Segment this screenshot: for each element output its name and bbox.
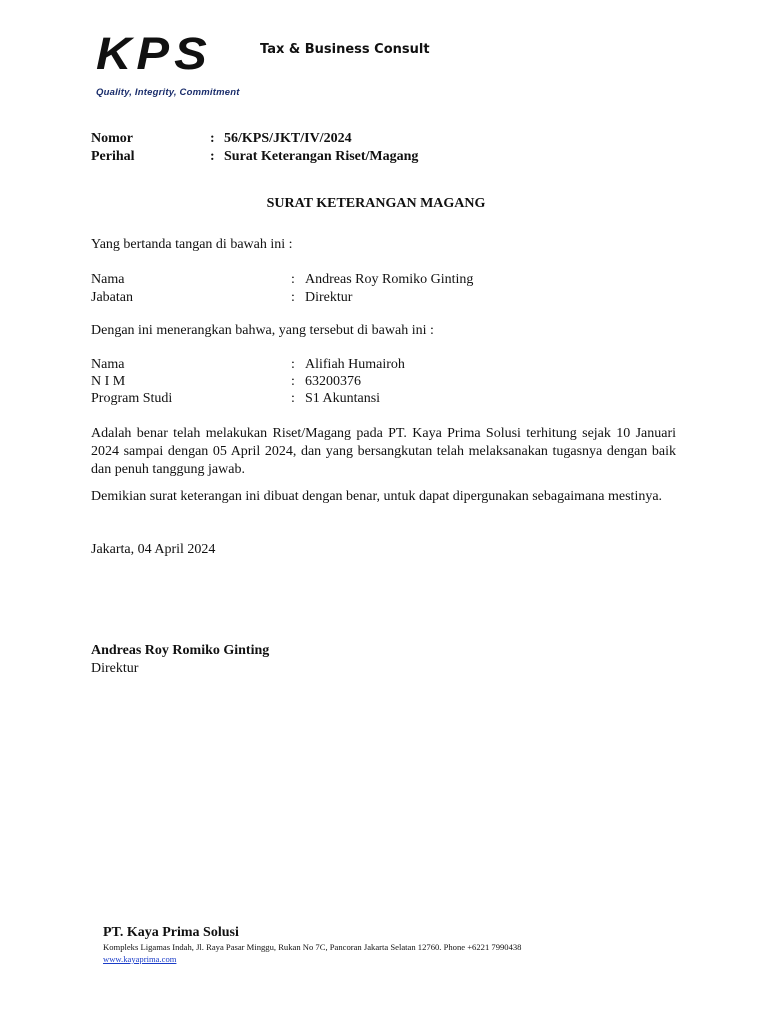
perihal-colon: : bbox=[210, 149, 215, 164]
signature-name: Andreas Roy Romiko Ginting bbox=[91, 643, 270, 658]
student-nim-label: N I M bbox=[91, 374, 126, 389]
student-program-colon: : bbox=[291, 391, 295, 406]
perihal-value: Surat Keterangan Riset/Magang bbox=[224, 149, 419, 164]
company-tagline: Tax & Business Consult bbox=[260, 42, 430, 57]
student-nim-colon: : bbox=[291, 374, 295, 389]
student-name-label: Nama bbox=[91, 357, 125, 372]
student-nim-value: 63200376 bbox=[305, 374, 361, 389]
footer-website-link[interactable]: www.kayaprima.com bbox=[103, 954, 177, 964]
intro-text: Yang bertanda tangan di bawah ini : bbox=[91, 237, 293, 252]
signer-name-colon: : bbox=[291, 272, 295, 287]
signature-position: Direktur bbox=[91, 661, 139, 676]
student-program-value: S1 Akuntansi bbox=[305, 391, 381, 406]
student-program-label: Program Studi bbox=[91, 391, 173, 406]
footer-address: Kompleks Ligamas Indah, Jl. Raya Pasar Minggu, Rukan No 7C, Pancoran Jakarta Selatan 12760. Phone +6221 7990438 bbox=[103, 942, 522, 952]
closing-paragraph: Demikian surat keterangan ini dibuat dengan benar, untuk dapat dipergunakan sebagaimana mestinya. bbox=[91, 489, 663, 504]
signer-name-label: Nama bbox=[91, 272, 125, 287]
nomor-value: 56/KPS/JKT/IV/2024 bbox=[224, 131, 352, 146]
student-name-value: Alifiah Humairoh bbox=[305, 357, 405, 372]
body-paragraph: Adalah benar telah melakukan Riset/Magang pada PT. Kaya Prima Solusi terhitung sejak 10 Januari 2024 sampai dengan 05 April 2024, dan yang bersangkutan telah melaksanakan tugasnya dengan baik dan penuh tanggung jawab. bbox=[91, 426, 676, 477]
statement-text: Dengan ini menerangkan bahwa, yang tersebut di bawah ini : bbox=[91, 323, 434, 338]
nomor-label: Nomor bbox=[91, 131, 133, 146]
signer-position-label: Jabatan bbox=[91, 290, 133, 305]
signer-position-value: Direktur bbox=[305, 290, 353, 305]
company-logo bbox=[94, 29, 259, 102]
signer-position-colon: : bbox=[291, 290, 295, 305]
signer-name-value: Andreas Roy Romiko Ginting bbox=[305, 272, 474, 287]
student-name-colon: : bbox=[291, 357, 295, 372]
nomor-colon: : bbox=[210, 131, 215, 146]
logo-tagline: Quality, Integrity, Commitment bbox=[96, 87, 240, 98]
document-title: SURAT KETERANGAN MAGANG bbox=[266, 196, 486, 211]
place-date: Jakarta, 04 April 2024 bbox=[91, 542, 216, 557]
perihal-label: Perihal bbox=[91, 149, 135, 164]
footer-company-name: PT. Kaya Prima Solusi bbox=[103, 925, 239, 940]
logo-text: KPS bbox=[96, 29, 212, 79]
